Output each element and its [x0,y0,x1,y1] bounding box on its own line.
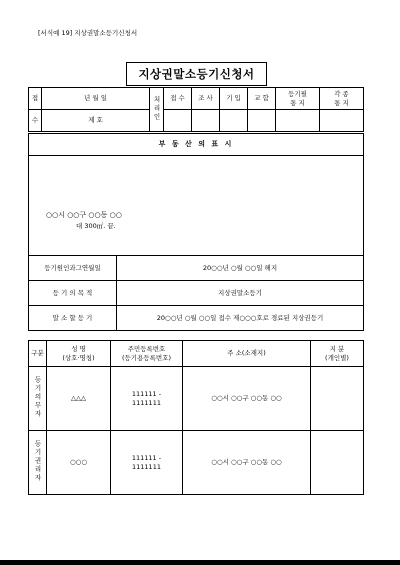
col-check: 교 합 [248,88,276,110]
receipt-table [28,87,364,132]
form-reference: [서식예 19] 지상권말소등기신청서 [38,29,138,37]
obligor-name: △△△ [47,367,111,431]
receipt-date: 년 월 일 [42,88,150,110]
obligee-name: ○○○ [47,431,111,495]
address-header: 주 소(소재지) [183,341,311,367]
cancel-label: 말 소 할 등 기 [29,306,117,331]
cell-check [248,110,276,132]
obligor-address: ○○시 ○○구 ○○동 ○○ [183,367,311,431]
page-bottom-bar [0,560,400,565]
col-various-notice: 각 종 통 지 [320,88,364,110]
obligee-id: 111111 - 1111111 [111,431,183,495]
parties-table [28,340,364,495]
cell-entry [220,110,248,132]
name-header: 성 명 (상호·명칭) [47,341,111,367]
obligee-role-text: 등기권리자 [33,440,42,483]
id-header: 주민등록번호 (등기용등록번호) [111,341,183,367]
share-header: 지 분 (개인별) [311,341,364,367]
obligee-address: ○○시 ○○구 ○○동 ○○ [183,431,311,495]
col-entry: 기 입 [220,88,248,110]
cell-various-notice [320,110,364,132]
property-header: 부 동 산 의 표 시 [29,134,364,156]
col-survey: 조 사 [192,88,220,110]
obligee-role [29,431,47,495]
property-line1: ○○시 ○○구 ○○동 ○○ [46,211,122,219]
cell-registered-notice [276,110,320,132]
purpose-label: 등 기 의 목 적 [29,281,117,306]
property-description [29,156,364,256]
main-table [28,133,364,331]
cancel-value: 20○○년 ○월 ○○일 접수 제○○○호로 경료된 지상권등기 [117,306,364,331]
property-line2: 대 300㎡. 끝. [76,221,116,230]
receipt-number: 제 호 [42,110,150,132]
obligor-id: 111111 - 1111111 [111,367,183,431]
document-title: 지상권말소등기신청서 [126,62,267,86]
cell-survey [192,110,220,132]
receipt-label-bottom: 수 [29,110,42,132]
purpose-value: 지상권말소등기 [117,281,364,306]
col-receipt: 접 수 [164,88,192,110]
cause-value: 20○○년 ○월 ○○일 해지 [117,256,364,281]
obligee-share [311,431,364,495]
processor-label [150,88,164,132]
processor-label-text: 처리인 [152,95,161,122]
col-registered-notice: 등기필 통 지 [276,88,320,110]
cell-receipt [164,110,192,132]
cause-label: 등기원인과그연월일 [29,256,117,281]
receipt-label-top: 접 [29,88,42,110]
obligor-share [311,367,364,431]
obligor-role-text: 등기의무자 [33,376,42,419]
obligor-role [29,367,47,431]
division-header: 구분 [29,341,47,367]
